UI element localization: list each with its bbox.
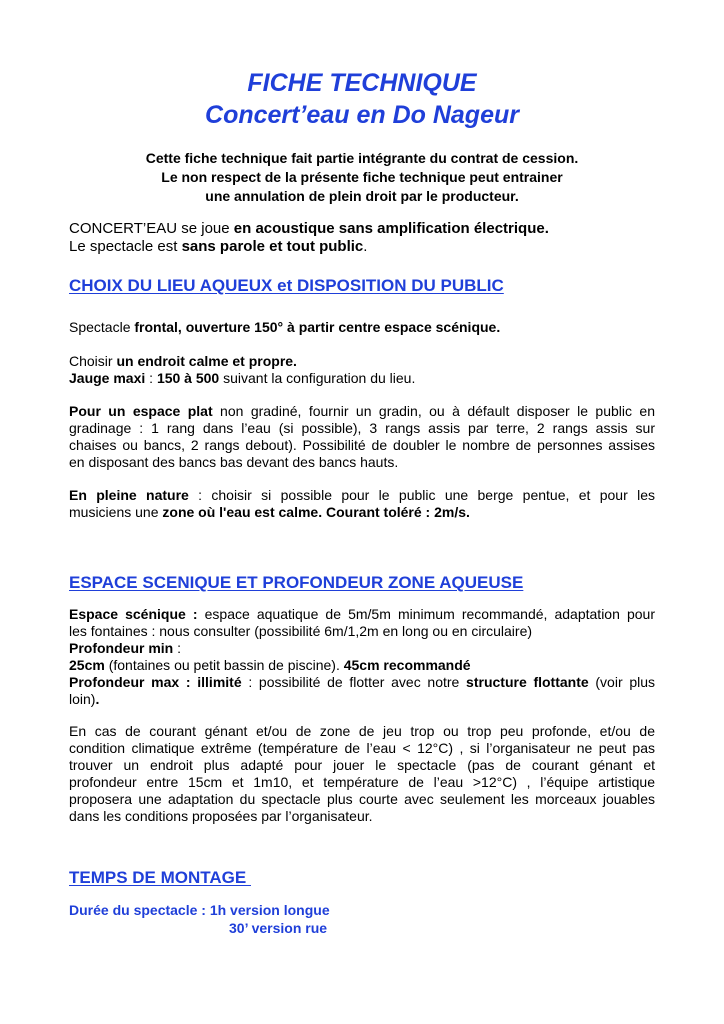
notice-line-2: Le non respect de la présente fiche technique peut entrainer <box>161 169 563 185</box>
notice-line-3: une annulation de plein droit par le producteur. <box>205 188 519 204</box>
intro-paragraph <box>69 220 655 256</box>
paragraph-flat-space: Pour un espace plat non gradiné, fournir un gradin, ou à défault disposer le public en gradinage : 1 rang dans l’eau (si possible), 3 rangs assis par terre, 2 rangs assis sur chaises ou bancs, 2 rangs debout). Possibilité de doubler le nombre de personnes assises en disposant des bancs bas devant des bancs hauts. <box>69 403 655 470</box>
show-duration <box>69 901 330 937</box>
paragraph-stage-depth: Espace scénique : espace aquatique de 5m/5m minimum recommandé, adaptation pour les fontaines : nous consulter (possibilité 6m/1,2m en long ou en circulaire) Profondeur min : 25cm (fontaines ou petit bassin de piscine). 45cm recommandé Profondeur max : illimité : possibilité de flotter avec notre structure flottante (voir plus loin). <box>69 606 656 707</box>
title-line-2: Concert’eau en Do Nageur <box>205 101 519 129</box>
section-heading-setup-time: TEMPS DE MONTAGE <box>69 868 251 887</box>
contract-notice <box>0 149 724 206</box>
paragraph-calm-place: Choisir un endroit calme et propre. Jauge maxi : 150 à 500 suivant la configuration du lieu. <box>69 353 416 386</box>
section-heading-venue: CHOIX DU LIEU AQUEUX et DISPOSITION DU PUBLIC <box>69 276 504 295</box>
section-heading-stage: ESPACE SCENIQUE ET PROFONDEUR ZONE AQUEUSE <box>69 573 524 592</box>
paragraph-frontal: Spectacle frontal, ouverture 150° à partir centre espace scénique. <box>69 319 501 335</box>
notice-line-1: Cette fiche technique fait partie intégrante du contrat de cession. <box>145 150 579 166</box>
intro-line-1: CONCERT’EAU se joue en acoustique sans amplification électrique. <box>69 220 549 237</box>
document-title <box>0 67 724 131</box>
paragraph-adaptation: En cas de courant génant et/ou de zone de jeu trop ou trop peu profonde, et/ou de condition climatique extrême (température de l’eau < 12°C) , si l’organisateur ne peut pas trouver un endroit plus adapté pour jouer le spectacle (pas de courant génant et profondeur entre 15cm et 1m10, et température de l’eau >12°C) , l’équipe artistique proposera une adaptation du spectacle plus courte avec seulement les morceaux jouables dans les conditions proposées par l’organisateur. <box>69 723 655 824</box>
paragraph-nature: En pleine nature : choisir si possible pour le public une berge pentue, et pour les musiciens une zone où l'eau est calme. Courant toléré : 2m/s. <box>69 487 655 520</box>
intro-line-2: Le spectacle est sans parole et tout public. <box>69 238 368 255</box>
duration-line-1: Durée du spectacle : 1h version longue <box>69 902 330 918</box>
title-line-1: FICHE TECHNIQUE <box>247 69 477 97</box>
duration-line-2: 30’ version rue <box>229 920 328 936</box>
